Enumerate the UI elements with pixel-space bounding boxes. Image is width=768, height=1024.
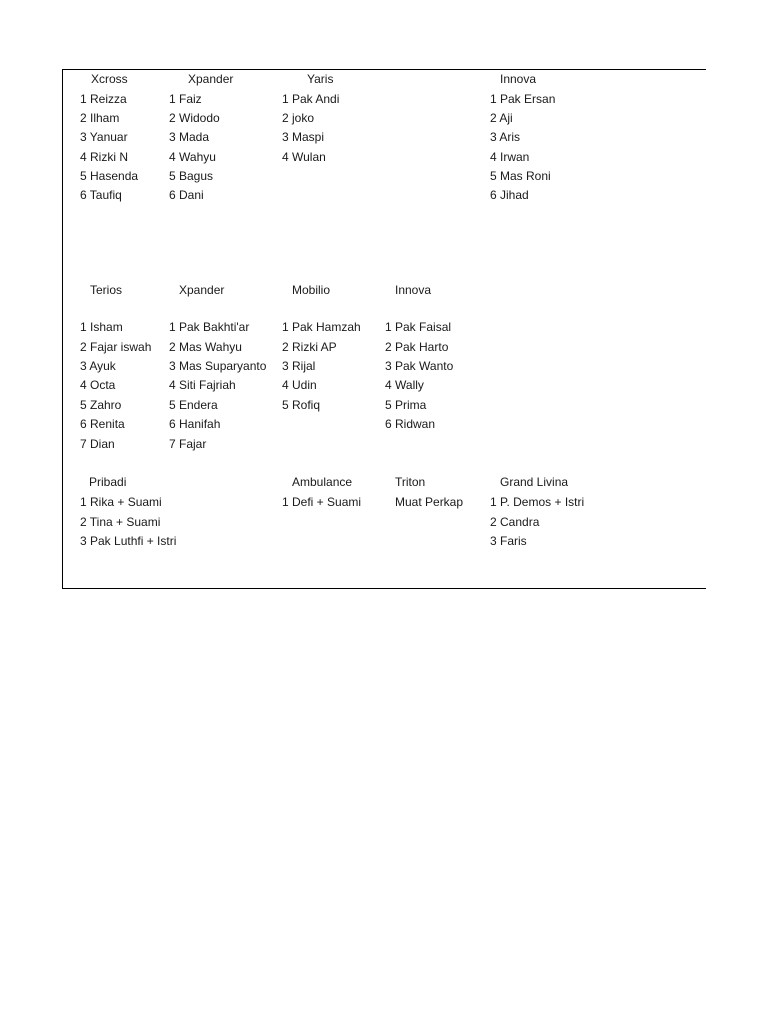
column-header-terios: Terios: [90, 283, 123, 297]
column-header-xpander: Xpander: [188, 72, 234, 86]
list-item: 3 Aris: [490, 130, 521, 144]
list-item: 2 Tina + Suami: [80, 515, 161, 529]
list-item: 3 Yanuar: [80, 130, 128, 144]
list-item: 6 Ridwan: [385, 417, 436, 431]
list-item: 4 Octa: [80, 378, 116, 392]
list-item: 4 Irwan: [490, 150, 530, 164]
list-item: 2 Ilham: [80, 111, 120, 125]
column-header-grand-livina: Grand Livina: [500, 475, 569, 489]
list-item: 6 Renita: [80, 417, 125, 431]
list-item: 7 Fajar: [169, 437, 207, 451]
list-item: 4 Udin: [282, 378, 317, 392]
list-item: 3 Ayuk: [80, 359, 116, 373]
list-item: 2 Aji: [490, 111, 513, 125]
list-item: Muat Perkap: [395, 495, 464, 509]
column-header-innova: Innova: [500, 72, 537, 86]
list-item: 6 Jihad: [490, 188, 529, 202]
list-item: 2 Widodo: [169, 111, 220, 125]
list-item: 4 Wally: [385, 378, 424, 392]
list-item: 4 Wulan: [282, 150, 326, 164]
column-header-xpander: Xpander: [179, 283, 225, 297]
list-item: 2 Fajar iswah: [80, 340, 152, 354]
column-header-innova: Innova: [395, 283, 432, 297]
list-item: 4 Wahyu: [169, 150, 216, 164]
list-item: 2 Candra: [490, 515, 540, 529]
column-header-ambulance: Ambulance: [292, 475, 353, 489]
list-item: 2 Rizki AP: [282, 340, 337, 354]
list-item: 3 Maspi: [282, 130, 325, 144]
list-item: 6 Taufiq: [80, 188, 122, 202]
list-item: 4 Rizki N: [80, 150, 129, 164]
list-item: 3 Rijal: [282, 359, 316, 373]
list-item: 1 Defi + Suami: [282, 495, 362, 509]
list-item: 1 Pak Ersan: [490, 92, 556, 106]
list-item: 1 Pak Andi: [282, 92, 340, 106]
list-item: 5 Endera: [169, 398, 218, 412]
list-item: 5 Hasenda: [80, 169, 139, 183]
column-header-triton: Triton: [395, 475, 426, 489]
column-header-xcross: Xcross: [91, 72, 128, 86]
list-item: 6 Hanifah: [169, 417, 221, 431]
list-item: 1 Faiz: [169, 92, 202, 106]
list-item: 3 Mada: [169, 130, 210, 144]
list-item: 6 Dani: [169, 188, 204, 202]
list-item: 1 Reizza: [80, 92, 127, 106]
list-item: 1 Pak Hamzah: [282, 320, 361, 334]
list-item: 5 Mas Roni: [490, 169, 551, 183]
list-item: 2 joko: [282, 111, 315, 125]
list-item: 1 Pak Bakhti'ar: [169, 320, 250, 334]
list-item: 3 Pak Luthfi + Istri: [80, 534, 177, 548]
list-item: 2 Mas Wahyu: [169, 340, 242, 354]
list-item: 3 Faris: [490, 534, 527, 548]
column-header-pribadi: Pribadi: [89, 475, 127, 489]
list-item: 2 Pak Harto: [385, 340, 449, 354]
list-item: 5 Prima: [385, 398, 427, 412]
list-item: 1 P. Demos + Istri: [490, 495, 585, 509]
column-header-yaris: Yaris: [307, 72, 334, 86]
spreadsheet-area: [62, 69, 706, 589]
list-item: 5 Bagus: [169, 169, 214, 183]
list-item: 1 Pak Faisal: [385, 320, 452, 334]
list-item: 1 Rika + Suami: [80, 495, 162, 509]
list-item: 5 Zahro: [80, 398, 122, 412]
list-item: 4 Siti Fajriah: [169, 378, 236, 392]
list-item: 1 Isham: [80, 320, 123, 334]
list-item: 7 Dian: [80, 437, 115, 451]
list-item: 5 Rofiq: [282, 398, 321, 412]
column-header-mobilio: Mobilio: [292, 283, 331, 297]
list-item: 3 Pak Wanto: [385, 359, 454, 373]
list-item: 3 Mas Suparyanto: [169, 359, 267, 373]
